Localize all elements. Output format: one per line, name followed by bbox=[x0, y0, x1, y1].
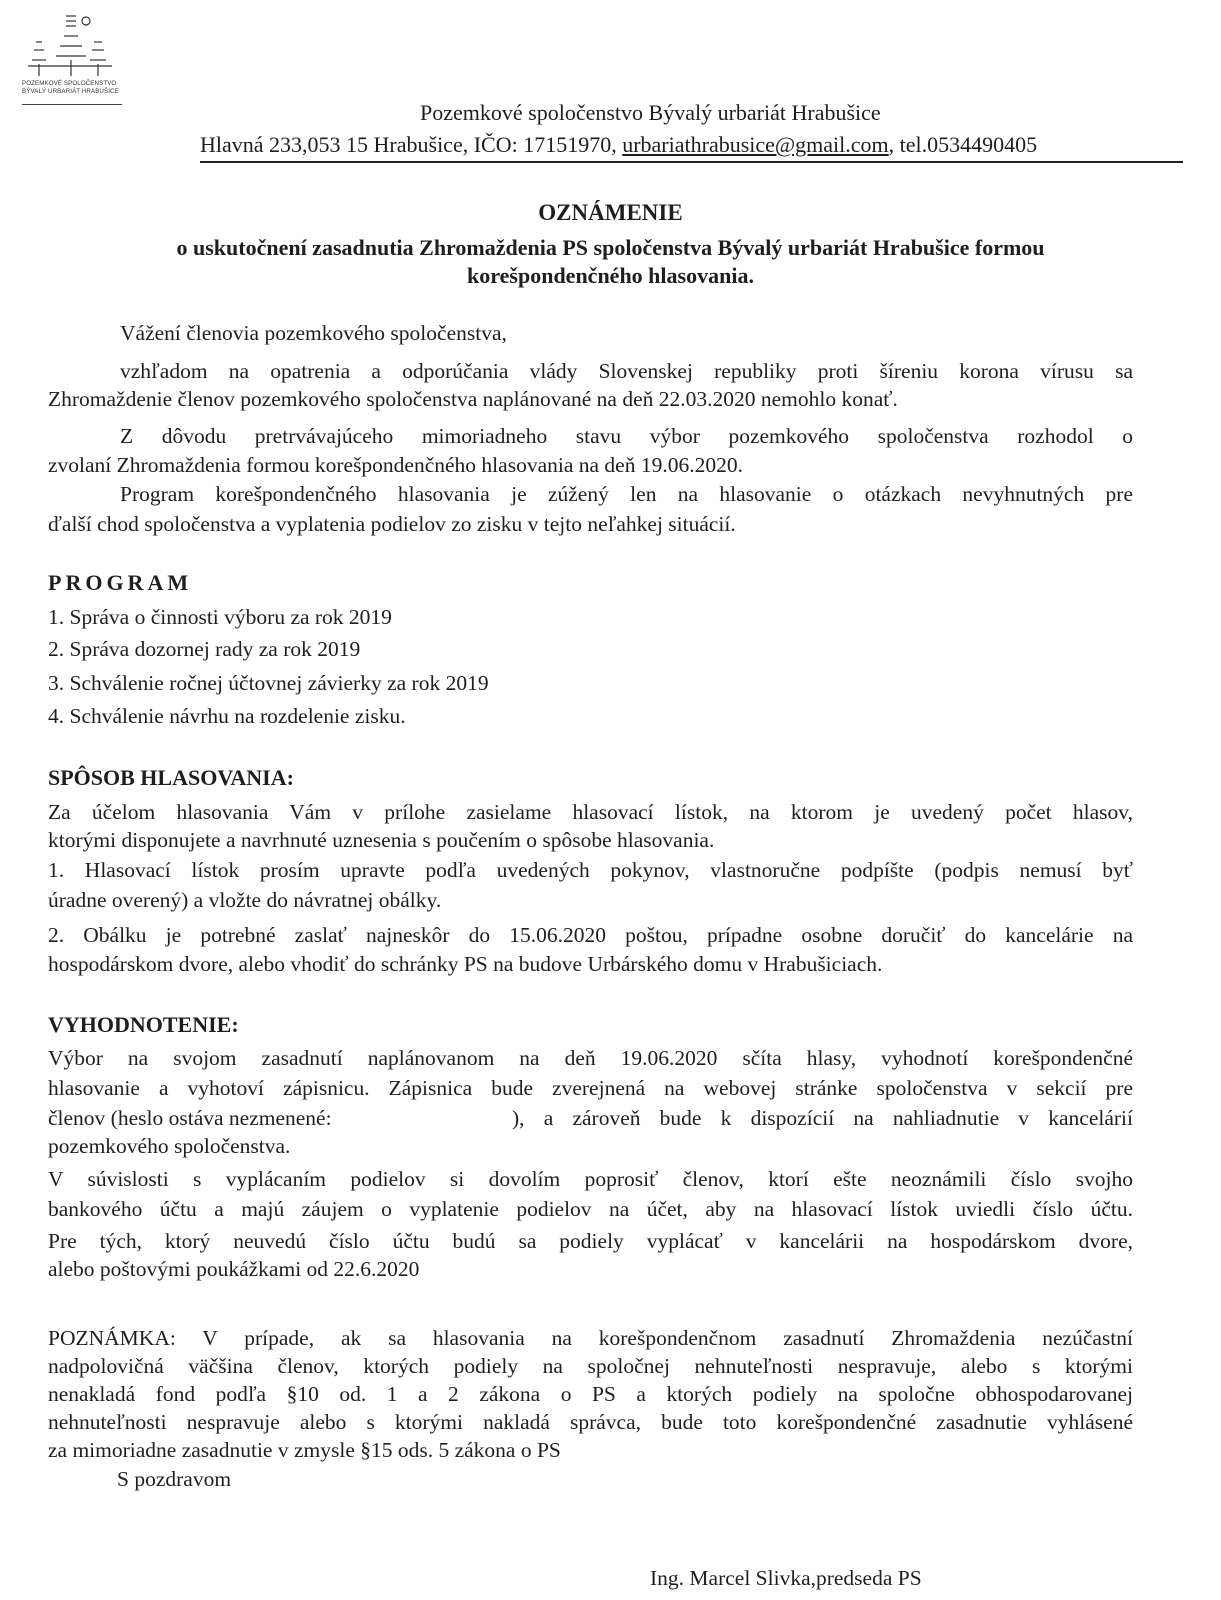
paragraph-line: 1. Hlasovací lístok prosím upravte podľa uvedených pokynov, vlastnoručne podpíšte (podpis nemusí byť bbox=[48, 858, 1133, 882]
paragraph-line: Pre tých, ktorý neuvedú číslo účtu budú sa podiely vyplácať v kancelárii na hospodárskom dvore, bbox=[48, 1229, 1133, 1253]
subtitle-line: korešpondenčného hlasovania. bbox=[467, 263, 754, 288]
email-link[interactable]: urbariathrabusice@gmail.com bbox=[622, 132, 889, 157]
document-subtitle bbox=[0, 234, 1221, 290]
note-line: nenakladá fond podľa §10 od. 1 a 2 zákona o PS a ktorých podiely na spoločne obhospodarovanej bbox=[48, 1382, 1133, 1406]
paragraph-line: pozemkového spoločenstva. bbox=[48, 1134, 291, 1158]
program-item: 4. Schválenie návrhu na rozdelenie zisku. bbox=[48, 704, 406, 728]
paragraph-line: úradne overený) a vložte do návratnej obálky. bbox=[48, 888, 442, 912]
document-title: OZNÁMENIE bbox=[538, 200, 683, 225]
logo-underline bbox=[22, 104, 122, 105]
paragraph-line: hospodárskom dvore, alebo vhodiť do schránky PS na budove Urbárského domu v Hrabušiciach. bbox=[48, 952, 883, 976]
salutation: Vážení členovia pozemkového spoločenstva, bbox=[120, 321, 507, 345]
logo-line: POZEMKOVÉ SPOLOČENSTVO bbox=[22, 80, 117, 87]
paragraph-line: hlasovanie a vyhotoví zápisnicu. Zápisnica bude zverejnená na webovej stránke spoločenstva v sekcií pre bbox=[48, 1076, 1133, 1100]
paragraph-line: alebo poštovými poukážkami od 22.6.2020 bbox=[48, 1257, 420, 1281]
voting-heading: SPÔSOB HLASOVANIA: bbox=[48, 765, 294, 790]
paragraph-line: ďalší chod spoločenstva a vyplatenia podielov zo zisku v tejto neľahkej situácií. bbox=[48, 512, 736, 536]
header-rule bbox=[200, 161, 1183, 163]
program-item: 3. Schválenie ročnej účtovnej závierky za rok 2019 bbox=[48, 671, 489, 695]
paragraph-line: ktorými disponujete a navrhnuté uznesenia s poučením o spôsobe hlasovania. bbox=[48, 828, 715, 852]
program-item: 2. Správa dozornej rady za rok 2019 bbox=[48, 637, 361, 661]
program-item: 1. Správa o činnosti výboru za rok 2019 bbox=[48, 605, 392, 629]
signature: Ing. Marcel Slivka,predseda PS bbox=[650, 1566, 922, 1590]
subtitle-line: o uskutočnení zasadnutia Zhromaždenia PS spoločenstva Bývalý urbariát Hrabušice formou bbox=[176, 235, 1045, 260]
organization-address bbox=[200, 132, 1037, 158]
note-line: za mimoriadne zasadnutie v zmysle §15 ods. 5 zákona o PS bbox=[48, 1438, 561, 1462]
note-line: nadpolovičná väčšina členov, ktorých podiely na spoločnej nehnuteľnosti nespravuje, alebo s ktorými bbox=[48, 1354, 1133, 1378]
paragraph-line: bankového účtu a majú záujem o vyplatenie podielov na účet, aby na hlasovací lístok uviedli číslo účtu. bbox=[48, 1197, 1133, 1221]
paragraph-line: V súvislosti s vyplácaním podielov si dovolím poprosiť členov, ktorí ešte neoznámili číslo svojho bbox=[48, 1167, 1133, 1191]
logo-line: BÝVALÝ URBARIÁT HRABUŠICE bbox=[22, 88, 119, 95]
paragraph-line: vzhľadom na opatrenia a odporúčania vlády Slovenskej republiky proti šíreniu korona vírusu sa bbox=[120, 359, 1133, 383]
organization-name: Pozemkové spoločenstvo Bývalý urbariát Hrabušice bbox=[420, 100, 881, 125]
logo-text bbox=[22, 80, 132, 96]
paragraph-line: Program korešpondenčného hlasovania je zúžený len na hlasovanie o otázkach nevyhnutných pre bbox=[120, 482, 1133, 506]
paragraph-line: členov (heslo ostáva nezmenené: bbox=[48, 1106, 332, 1130]
paragraph-line: Zhromaždenie členov pozemkového spoločenstva naplánované na deň 22.03.2020 nemohlo konať. bbox=[48, 387, 898, 411]
evaluation-heading: VYHODNOTENIE: bbox=[48, 1012, 239, 1037]
closing: S pozdravom bbox=[117, 1467, 232, 1491]
note-line: POZNÁMKA: V prípade, ak sa hlasovania na korešpondenčnom zasadnutí Zhromaždenia nezúčastní bbox=[48, 1326, 1133, 1350]
paragraph-line: ), a zároveň bude k dispozícií na nahliadnutie v kancelárií bbox=[512, 1106, 1133, 1130]
note-line: nehnuteľnosti nespravuje alebo s ktorými nakladá správca, bude toto korešpondenčné zasadnutie vyhlásené bbox=[48, 1410, 1133, 1434]
address-text: Hlavná 233,053 15 Hrabušice, IČO: 17151970, bbox=[200, 132, 623, 157]
program-heading: PROGRAM bbox=[48, 570, 193, 595]
paragraph-line: Výbor na svojom zasadnutí naplánovanom na deň 19.06.2020 sčíta hlasy, vyhodnotí korešpondenčné bbox=[48, 1046, 1133, 1070]
paragraph-line: zvolaní Zhromaždenia formou korešpondenčného hlasovania na deň 19.06.2020. bbox=[48, 453, 743, 477]
paragraph-line: Za účelom hlasovania Vám v prílohe zasielame hlasovací lístok, na ktorom je uvedený počet hlasov, bbox=[48, 800, 1133, 824]
paragraph-line: 2. Obálku je potrebné zaslať najneskôr do 15.06.2020 poštou, prípadne osobne doručiť do kancelárie na bbox=[48, 923, 1133, 947]
phone-text: , tel.0534490405 bbox=[888, 132, 1038, 157]
paragraph-line: Z dôvodu pretrvávajúceho mimoriadneho stavu výbor pozemkového spoločenstva rozhodol o bbox=[120, 424, 1133, 448]
